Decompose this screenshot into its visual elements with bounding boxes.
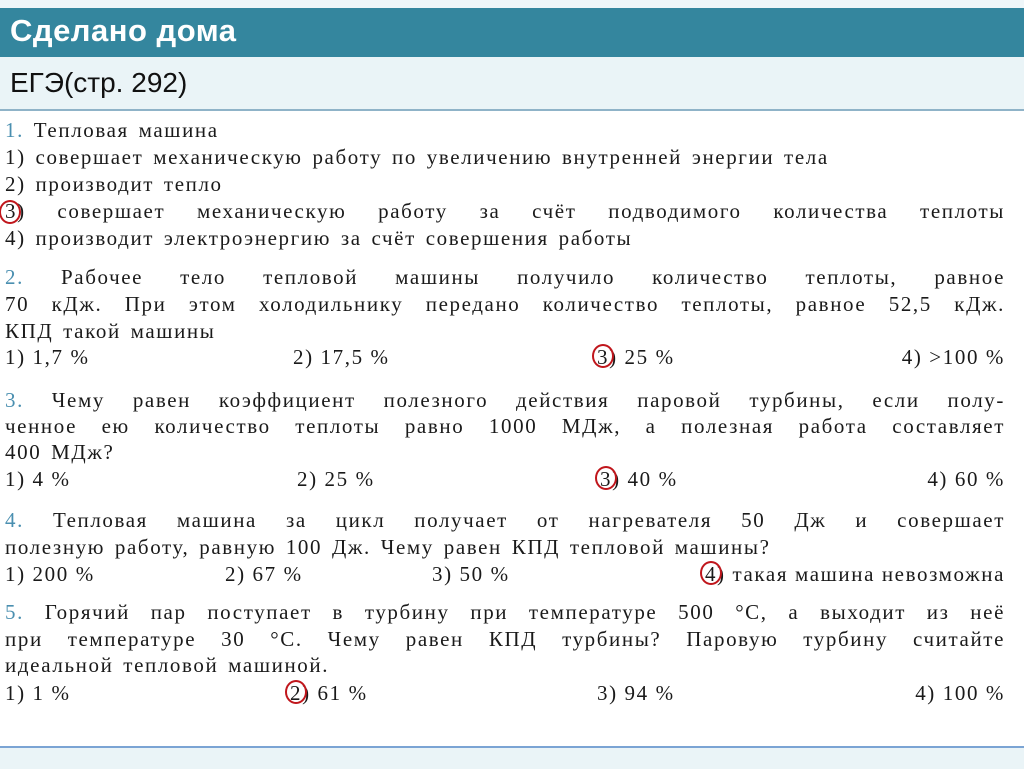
q2-option-3: [597, 344, 675, 370]
q4-line-2: полезную работу, равную 100 Дж. Чему равен КПД тепловой машины?: [5, 535, 771, 559]
top-strip: [0, 0, 1024, 8]
answer-circle: [592, 344, 614, 368]
q2-option-4: 4) >100 %: [901, 345, 1005, 369]
answer-circle: [0, 200, 21, 224]
q3-line-3: 400 МДж?: [5, 440, 115, 464]
q4-option-1: 1) 200 %: [5, 562, 95, 586]
q1-option-3: [5, 198, 1005, 224]
q2-line-3: КПД такой машины: [5, 319, 216, 343]
q5-option-2: [290, 680, 368, 706]
q3-option-4: 4) 60 %: [927, 467, 1005, 491]
q2-option-2: 2) 17,5 %: [293, 345, 390, 369]
q5-option-3: 3) 94 %: [597, 681, 675, 705]
q2-option-1: 1) 1,7 %: [5, 345, 90, 369]
q1-option-2: 2) производит тепло: [5, 172, 223, 196]
q1-option-1: 1) совершает механическую работу по увеличению внутренней энергии тела: [5, 145, 829, 169]
q4-text: Тепловая машина за цикл получает от нагревателя 50 Дж и совершает: [23, 508, 1005, 532]
q3-option-3: [600, 466, 678, 492]
q3-text: Чему равен коэффициент полезного действия паровой турбины, если полу-: [23, 388, 1005, 412]
q4-number: 4.: [5, 508, 24, 532]
slide-title: Сделано дома: [10, 13, 237, 48]
q5-line-3: идеальной тепловой машиной.: [5, 653, 330, 677]
q1-text: Тепловая машина: [23, 118, 219, 142]
q4-option-4: [705, 561, 1005, 587]
q5-line-2: при температуре 30 °С. Чему равен КПД турбины? Паровую турбину считайте: [5, 627, 1005, 651]
answer-circle: [595, 466, 617, 490]
q3-option-3-text: 3) 40 %: [600, 467, 678, 491]
q3-option-2: 2) 25 %: [297, 467, 375, 491]
q1-number: 1.: [5, 118, 24, 142]
q2-line-2: 70 кДж. При этом холодильнику передано количество теплоты, равное 52,5 кДж.: [5, 292, 1005, 316]
q2-stem: [5, 264, 1005, 290]
slide-subtitle: ЕГЭ(стр. 292): [10, 67, 188, 98]
q4-option-2: 2) 67 %: [225, 562, 303, 586]
bottom-band: [0, 746, 1024, 769]
q2-text: Рабочее тело тепловой машины получило количество теплоты, равное: [23, 265, 1005, 289]
q2-option-3-text: 3) 25 %: [597, 345, 675, 369]
q4-option-3: 3) 50 %: [432, 562, 510, 586]
q5-option-4: 4) 100 %: [915, 681, 1005, 705]
answer-circle: [700, 561, 722, 585]
q5-stem: [5, 599, 1005, 625]
q3-option-1: 1) 4 %: [5, 467, 71, 491]
q5-number: 5.: [5, 600, 24, 624]
subtitle-band: [0, 57, 1024, 111]
q1-stem: [5, 117, 1005, 143]
answer-circle: [285, 680, 307, 704]
q2-number: 2.: [5, 265, 24, 289]
q3-line-2: ченное ею количество теплоты равно 1000 МДж, а полезная работа составляет: [5, 414, 1005, 438]
q1-option-4: 4) производит электроэнергию за счёт совершения работы: [5, 226, 633, 250]
q5-text: Горячий пар поступает в турбину при температуре 500 °С, а выходит из неё: [23, 600, 1005, 624]
q5-option-2-text: 2) 61 %: [290, 681, 368, 705]
slide-header: [0, 8, 1024, 57]
q5-option-1: 1) 1 %: [5, 681, 71, 705]
q4-option-4-text: 4) такая машина невозможна: [704, 562, 1005, 586]
q4-stem: [5, 507, 1005, 533]
q3-stem: [5, 387, 1005, 413]
q1-option-3-text: 3) совершает механическую работу за счёт подводимого количества теплоты: [5, 199, 1005, 223]
q3-number: 3.: [5, 388, 24, 412]
